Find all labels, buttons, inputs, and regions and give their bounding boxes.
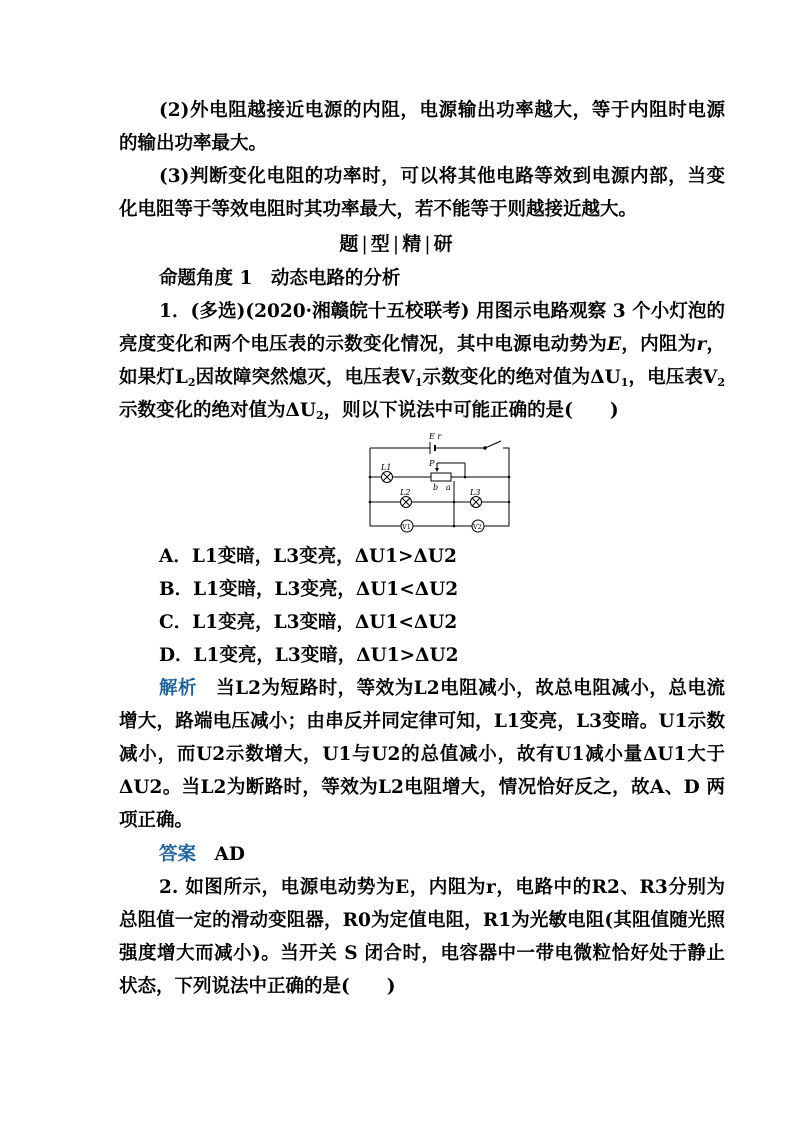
section-title-char: 题 [339, 233, 361, 255]
paragraph-variable-resistor: (3)判断变化电阻的功率时，可以将其他电路等效到电源内部，当变化电阻等于等效电阻时其功率最大，若不能等于则越接近越大。 [119, 166, 725, 220]
option-a: A．L1变暗，L3变亮，ΔU1>ΔU2 [159, 546, 457, 567]
section-title: 题|型|精|研 [339, 233, 455, 255]
label-v2: V2 [473, 523, 482, 531]
option-b: B．L1变暗，L3变亮，ΔU1<ΔU2 [159, 579, 459, 600]
analysis-label: 解析 [159, 678, 198, 699]
section-title-char: 精 [402, 233, 424, 255]
answer-label: 答案 [159, 844, 197, 865]
switch-blade [485, 441, 501, 448]
outer-wire [370, 448, 509, 526]
label-v1: V1 [402, 523, 411, 531]
answer-line [159, 838, 765, 871]
question-2-stem: 2. 如图所示，电源电动势为E，内阻为r，电路中的R2、R3分别为总阻值一定的滑动变阻器，R0为定值电阻，R1为光敏电阻(其阻值随光照强度增大而减小)。当开关 S 闭合时，电容器中一带电微粒恰好处于静止状态，下列说法中正确的是( ) [119, 877, 725, 997]
rheostat-box [431, 473, 451, 481]
label-l1: L1 [381, 463, 392, 472]
answer-value: AD [214, 844, 245, 865]
paragraph-output-power: (2)外电阻越接近电源的内阻，电源输出功率越大，等于内阻时电源的输出功率最大。 [119, 100, 725, 154]
section-title-char: 研 [433, 233, 455, 255]
label-a: a [446, 483, 451, 492]
label-l3: L3 [470, 488, 481, 497]
label-p: P [429, 459, 435, 468]
option-c: C．L1变亮，L3变暗，ΔU1<ΔU2 [159, 612, 458, 633]
analysis-paragraph: 解析 当L2为短路时，等效为L2电阻减小，故总电阻减小，总电流增大，路端电压减小；由串反并同定律可知，L1变亮，L3变暗。U1示数减小，而U2示数增大，U1与U2的总值减小，故有U1减小量ΔU1大于ΔU2。当L2为断路时，等效为L2电阻增大，情况恰好反之，故A、D 两项正确。 [119, 678, 725, 831]
angle-heading: 命题角度 1 动态电路的分析 [159, 268, 401, 289]
circuit-diagram [357, 430, 515, 534]
label-b: b [433, 483, 439, 492]
label-l2: L2 [400, 488, 411, 497]
question-1-stem: 1．(多选)(2020·湘赣皖十五校联考) 用图示电路观察 3 个小灯泡的亮度变化和两个电压表的示数变化情况，其中电源电动势为E，内阻为r，如果灯$L_2$因故障突然熄灭，电压表$V_1$示数变化的绝对值为$\Delta U_1$，电压表$V_2$示数变化的绝对值为$\Delta U_2$，则以下说法中可能正确的是( ) [119, 301, 725, 422]
section-title-char: 型 [370, 233, 392, 255]
option-d: D．L1变亮，L3变暗，ΔU1>ΔU2 [159, 645, 459, 666]
label-er: E r [429, 432, 442, 441]
